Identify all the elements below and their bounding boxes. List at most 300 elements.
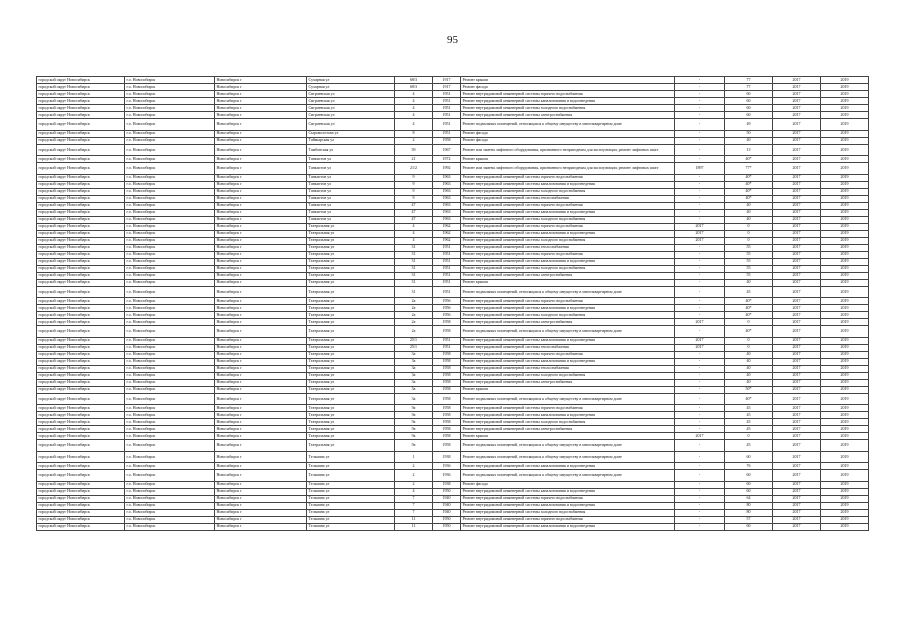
cell-completion: - — [675, 119, 725, 131]
table-row — [37, 509, 869, 516]
cell-street: Тельмана ул — [307, 481, 395, 488]
cell-street: Театральная ул — [307, 440, 395, 452]
cell-start-year: 2017 — [773, 223, 821, 230]
cell-completion: 2017 — [675, 337, 725, 344]
cell-city: Новосибирск г — [215, 188, 307, 195]
cell-district: городской округ Новосибирск — [37, 279, 125, 286]
cell-end-year: 2019 — [821, 298, 869, 305]
cell-district: городской округ Новосибирск — [37, 358, 125, 365]
cell-end-year: 2019 — [821, 326, 869, 338]
cell-street: Тельмана ул — [307, 495, 395, 502]
cell-work: Ремонт внутридомовой инженерной системы канализования и водоотведения — [461, 209, 675, 216]
cell-completion: - — [675, 488, 725, 495]
cell-city: Новосибирск г — [215, 174, 307, 181]
cell-work: Ремонт или замена лифтового оборудования, признанного непригодным для эксплуатации, ремонт лифтовых шахт — [461, 163, 675, 175]
table-row — [37, 251, 869, 258]
cell-city: Новосибирск г — [215, 112, 307, 119]
cell-house: 4 — [395, 112, 433, 119]
cell-municipality: г.о. Новосибирск — [125, 230, 215, 237]
cell-street: Театральная ул — [307, 433, 395, 440]
cell-district: городской округ Новосибирск — [37, 502, 125, 509]
cell-street: Сиграевская ул — [307, 112, 395, 119]
cell-year: 1951 — [433, 265, 461, 272]
cell-city: Новосибирск г — [215, 91, 307, 98]
table-row — [37, 202, 869, 209]
cell-start-year: 2017 — [773, 440, 821, 452]
table-row — [37, 216, 869, 223]
cell-completion: - — [675, 393, 725, 405]
cell-start-year: 2017 — [773, 419, 821, 426]
cell-municipality: г.о. Новосибирск — [125, 365, 215, 372]
cell-end-year: 2019 — [821, 495, 869, 502]
cell-district: городской округ Новосибирск — [37, 156, 125, 163]
cell-start-year: 2017 — [773, 251, 821, 258]
cell-district: городской округ Новосибирск — [37, 105, 125, 112]
cell-municipality: г.о. Новосибирск — [125, 502, 215, 509]
cell-wear: 0 — [725, 237, 773, 244]
cell-year: 1958 — [433, 365, 461, 372]
cell-house: 4 — [395, 91, 433, 98]
cell-year: 1940 — [433, 495, 461, 502]
cell-district: городской округ Новосибирск — [37, 272, 125, 279]
cell-year: 1958 — [433, 412, 461, 419]
cell-house: 68/3 — [395, 77, 433, 84]
cell-municipality: г.о. Новосибирск — [125, 209, 215, 216]
cell-district: городской округ Новосибирск — [37, 265, 125, 272]
cell-municipality: г.о. Новосибирск — [125, 463, 215, 470]
cell-start-year: 2017 — [773, 258, 821, 265]
cell-city: Новосибирск г — [215, 98, 307, 105]
cell-municipality: г.о. Новосибирск — [125, 163, 215, 175]
cell-year: 1951 — [433, 98, 461, 105]
cell-work: Ремонт внутридомовой инженерной системы горячего водоснабжения — [461, 351, 675, 358]
cell-house: 9а — [395, 405, 433, 412]
cell-work: Ремонт внутридомовой инженерной системы теплоснабжения — [461, 244, 675, 251]
cell-work: Ремонт крыши — [461, 156, 675, 163]
cell-district: городской округ Новосибирск — [37, 426, 125, 433]
cell-wear: 50* — [725, 386, 773, 393]
table-row — [37, 84, 869, 91]
cell-city: Новосибирск г — [215, 105, 307, 112]
cell-completion: - — [675, 216, 725, 223]
cell-start-year: 2017 — [773, 272, 821, 279]
cell-end-year: 2019 — [821, 137, 869, 144]
table-row — [37, 412, 869, 419]
table-row — [37, 91, 869, 98]
cell-work: Ремонт внутридомовой инженерной системы горячего водоснабжения — [461, 91, 675, 98]
cell-house: 2а — [395, 319, 433, 326]
cell-municipality: г.о. Новосибирск — [125, 426, 215, 433]
cell-city: Новосибирск г — [215, 251, 307, 258]
cell-work: Ремонт подвальных помещений, относящихся к общему имуществу в многоквартирном доме — [461, 326, 675, 338]
cell-start-year: 2017 — [773, 379, 821, 386]
cell-end-year: 2019 — [821, 386, 869, 393]
cell-completion: - — [675, 516, 725, 523]
cell-municipality: г.о. Новосибирск — [125, 137, 215, 144]
cell-completion: - — [675, 137, 725, 144]
cell-completion: - — [675, 195, 725, 202]
cell-house: 4 — [395, 119, 433, 131]
cell-wear: 55 — [725, 265, 773, 272]
cell-completion: 2017 — [675, 344, 725, 351]
cell-house: 4 — [395, 105, 433, 112]
cell-municipality: г.о. Новосибирск — [125, 130, 215, 137]
cell-municipality: г.о. Новосибирск — [125, 188, 215, 195]
cell-city: Новосибирск г — [215, 495, 307, 502]
cell-start-year: 2017 — [773, 495, 821, 502]
cell-street: Театральная ул — [307, 405, 395, 412]
table-row — [37, 451, 869, 463]
cell-street: Тельмана ул — [307, 488, 395, 495]
cell-street: Театральная ул — [307, 272, 395, 279]
cell-work: Ремонт внутридомовой инженерной системы теплоснабжения — [461, 195, 675, 202]
cell-year: 1956 — [433, 298, 461, 305]
cell-street: Тамбовская ул — [307, 144, 395, 156]
table-row — [37, 463, 869, 470]
table-row — [37, 495, 869, 502]
cell-district: городской округ Новосибирск — [37, 174, 125, 181]
cell-street: Танкистов ул — [307, 195, 395, 202]
cell-start-year: 2017 — [773, 344, 821, 351]
cell-work: Ремонт внутридомовой инженерной системы канализования и водоотведения — [461, 258, 675, 265]
cell-end-year: 2019 — [821, 319, 869, 326]
cell-house: 3а — [395, 365, 433, 372]
cell-wear: 45 — [725, 426, 773, 433]
cell-end-year: 2019 — [821, 393, 869, 405]
cell-wear: 45 — [725, 440, 773, 452]
cell-completion: 2017 — [675, 237, 725, 244]
cell-completion: - — [675, 372, 725, 379]
cell-year: 1958 — [433, 137, 461, 144]
cell-city: Новосибирск г — [215, 209, 307, 216]
cell-street: Театральная ул — [307, 337, 395, 344]
cell-house: 9 — [395, 174, 433, 181]
cell-district: городской округ Новосибирск — [37, 393, 125, 405]
cell-municipality: г.о. Новосибирск — [125, 319, 215, 326]
cell-work: Ремонт внутридомовой инженерной системы электроснабжения — [461, 112, 675, 119]
cell-start-year: 2017 — [773, 319, 821, 326]
cell-city: Новосибирск г — [215, 195, 307, 202]
table-row — [37, 419, 869, 426]
cell-municipality: г.о. Новосибирск — [125, 481, 215, 488]
table-row — [37, 181, 869, 188]
table-row — [37, 470, 869, 482]
cell-work: Ремонт внутридомовой инженерной системы холодного водоснабжения — [461, 216, 675, 223]
cell-city: Новосибирск г — [215, 351, 307, 358]
cell-completion: - — [675, 440, 725, 452]
cell-municipality: г.о. Новосибирск — [125, 451, 215, 463]
cell-work: Ремонт подвальных помещений, относящихся к общему имуществу в многоквартирном доме — [461, 286, 675, 298]
cell-work: Ремонт внутридомовой инженерной системы электроснабжения — [461, 426, 675, 433]
cell-district: городской округ Новосибирск — [37, 516, 125, 523]
cell-house: 47 — [395, 216, 433, 223]
cell-city: Новосибирск г — [215, 386, 307, 393]
cell-year: 1958 — [433, 405, 461, 412]
cell-district: городской округ Новосибирск — [37, 202, 125, 209]
cell-house: 1 — [395, 451, 433, 463]
cell-work: Ремонт подвальных помещений, относящихся к общему имуществу в многоквартирном доме — [461, 393, 675, 405]
cell-wear: 40 — [725, 379, 773, 386]
table-row — [37, 119, 869, 131]
cell-house: 47 — [395, 202, 433, 209]
cell-end-year: 2019 — [821, 265, 869, 272]
cell-wear: 40* — [725, 326, 773, 338]
table-row — [37, 502, 869, 509]
cell-street: Театральная ул — [307, 230, 395, 237]
cell-work: Ремонт внутридомовой инженерной системы электроснабжения — [461, 319, 675, 326]
cell-start-year: 2017 — [773, 463, 821, 470]
cell-year: 1951 — [433, 279, 461, 286]
cell-city: Новосибирск г — [215, 202, 307, 209]
cell-wear: 40 — [725, 351, 773, 358]
cell-district: городской округ Новосибирск — [37, 286, 125, 298]
cell-completion: - — [675, 209, 725, 216]
cell-street: Тельмана ул — [307, 502, 395, 509]
cell-end-year: 2019 — [821, 237, 869, 244]
cell-year: 1951 — [433, 130, 461, 137]
cell-completion: - — [675, 112, 725, 119]
cell-house: 7 — [395, 495, 433, 502]
table-row — [37, 405, 869, 412]
cell-completion: - — [675, 258, 725, 265]
cell-start-year: 2017 — [773, 156, 821, 163]
cell-street: Театральная ул — [307, 237, 395, 244]
cell-end-year: 2019 — [821, 144, 869, 156]
cell-street: Тельмана ул — [307, 463, 395, 470]
cell-municipality: г.о. Новосибирск — [125, 344, 215, 351]
cell-completion: - — [675, 481, 725, 488]
cell-end-year: 2019 — [821, 119, 869, 131]
cell-municipality: г.о. Новосибирск — [125, 237, 215, 244]
cell-street: Танкистов ул — [307, 156, 395, 163]
cell-municipality: г.о. Новосибирск — [125, 244, 215, 251]
table-row — [37, 244, 869, 251]
cell-end-year: 2019 — [821, 470, 869, 482]
cell-year: 1938 — [433, 481, 461, 488]
cell-city: Новосибирск г — [215, 312, 307, 319]
cell-start-year: 2017 — [773, 358, 821, 365]
cell-district: городской округ Новосибирск — [37, 119, 125, 131]
cell-work: Ремонт внутридомовой инженерной системы горячего водоснабжения — [461, 202, 675, 209]
cell-year: 1958 — [433, 358, 461, 365]
cell-street: Театральная ул — [307, 258, 395, 265]
cell-start-year: 2017 — [773, 433, 821, 440]
cell-work: Ремонт внутридомовой инженерной системы канализования и водоотведения — [461, 305, 675, 312]
cell-wear: 40* — [725, 188, 773, 195]
cell-wear: 60 — [725, 523, 773, 530]
cell-year: 1940 — [433, 509, 461, 516]
cell-municipality: г.о. Новосибирск — [125, 195, 215, 202]
cell-end-year: 2019 — [821, 279, 869, 286]
cell-house: 25/1 — [395, 344, 433, 351]
cell-city: Новосибирск г — [215, 365, 307, 372]
cell-wear: 0 — [725, 319, 773, 326]
cell-district: городской округ Новосибирск — [37, 488, 125, 495]
cell-start-year: 2017 — [773, 244, 821, 251]
cell-end-year: 2019 — [821, 523, 869, 530]
cell-street: Театральная ул — [307, 419, 395, 426]
cell-completion: - — [675, 495, 725, 502]
cell-end-year: 2019 — [821, 112, 869, 119]
cell-completion: 1897 — [675, 163, 725, 175]
cell-district: городской округ Новосибирск — [37, 463, 125, 470]
cell-year: 1958 — [433, 419, 461, 426]
cell-street: Театральная ул — [307, 344, 395, 351]
cell-start-year: 2017 — [773, 488, 821, 495]
cell-street: Танкистов ул — [307, 202, 395, 209]
page-number: 95 — [447, 34, 458, 46]
cell-municipality: г.о. Новосибирск — [125, 509, 215, 516]
cell-municipality: г.о. Новосибирск — [125, 91, 215, 98]
cell-municipality: г.о. Новосибирск — [125, 119, 215, 131]
table-row — [37, 174, 869, 181]
cell-wear: 64 — [725, 495, 773, 502]
cell-house: 3а — [395, 372, 433, 379]
cell-year: 1958 — [433, 372, 461, 379]
cell-end-year: 2019 — [821, 188, 869, 195]
cell-start-year: 2017 — [773, 393, 821, 405]
cell-house: 31 — [395, 265, 433, 272]
table-row — [37, 237, 869, 244]
cell-city: Новосибирск г — [215, 470, 307, 482]
table-row — [37, 209, 869, 216]
cell-municipality: г.о. Новосибирск — [125, 419, 215, 426]
table-row — [37, 258, 869, 265]
cell-house: 25/1 — [395, 337, 433, 344]
cell-wear: 0 — [725, 230, 773, 237]
cell-completion: - — [675, 523, 725, 530]
cell-start-year: 2017 — [773, 365, 821, 372]
cell-city: Новосибирск г — [215, 481, 307, 488]
cell-end-year: 2019 — [821, 405, 869, 412]
cell-city: Новосибирск г — [215, 163, 307, 175]
cell-start-year: 2017 — [773, 305, 821, 312]
cell-district: городской округ Новосибирск — [37, 351, 125, 358]
cell-completion: - — [675, 470, 725, 482]
cell-year: 1963 — [433, 174, 461, 181]
cell-wear: 0 — [725, 433, 773, 440]
cell-wear: 40 — [725, 137, 773, 144]
cell-end-year: 2019 — [821, 516, 869, 523]
cell-start-year: 2017 — [773, 119, 821, 131]
cell-work: Ремонт внутридомовой инженерной системы горячего водоснабжения — [461, 495, 675, 502]
cell-work: Ремонт внутридомовой инженерной системы канализования и водоотведения — [461, 337, 675, 344]
cell-year: 1958 — [433, 379, 461, 386]
cell-end-year: 2019 — [821, 84, 869, 91]
cell-city: Новосибирск г — [215, 265, 307, 272]
cell-district: городской округ Новосибирск — [37, 84, 125, 91]
cell-house: 31 — [395, 279, 433, 286]
cell-city: Новосибирск г — [215, 181, 307, 188]
cell-completion: 2017 — [675, 433, 725, 440]
cell-completion: - — [675, 202, 725, 209]
cell-municipality: г.о. Новосибирск — [125, 98, 215, 105]
cell-wear: 77* — [725, 163, 773, 175]
cell-work: Ремонт крыши — [461, 279, 675, 286]
cell-house: 9а — [395, 426, 433, 433]
cell-year: 1951 — [433, 286, 461, 298]
cell-city: Новосибирск г — [215, 319, 307, 326]
cell-street: Тельмана ул — [307, 516, 395, 523]
cell-year: 1951 — [433, 244, 461, 251]
cell-street: Сыромолотова ул — [307, 130, 395, 137]
cell-municipality: г.о. Новосибирск — [125, 305, 215, 312]
cell-year: 1958 — [433, 326, 461, 338]
cell-house: 3а — [395, 386, 433, 393]
cell-end-year: 2019 — [821, 181, 869, 188]
cell-start-year: 2017 — [773, 481, 821, 488]
cell-end-year: 2019 — [821, 481, 869, 488]
cell-house: 11 — [395, 516, 433, 523]
cell-municipality: г.о. Новосибирск — [125, 156, 215, 163]
cell-city: Новосибирск г — [215, 488, 307, 495]
cell-district: городской округ Новосибирск — [37, 372, 125, 379]
cell-district: городской округ Новосибирск — [37, 181, 125, 188]
cell-completion: - — [675, 174, 725, 181]
cell-wear: 80 — [725, 509, 773, 516]
cell-street: Театральная ул — [307, 358, 395, 365]
cell-year: 1958 — [433, 393, 461, 405]
cell-completion: - — [675, 91, 725, 98]
cell-street: Танкистов ул — [307, 216, 395, 223]
cell-district: городской округ Новосибирск — [37, 509, 125, 516]
cell-wear: 45 — [725, 419, 773, 426]
cell-street: Тельмана ул — [307, 523, 395, 530]
cell-completion: - — [675, 105, 725, 112]
cell-district: городской округ Новосибирск — [37, 433, 125, 440]
table-row — [37, 305, 869, 312]
cell-wear: 60 — [725, 481, 773, 488]
cell-wear: 40 — [725, 202, 773, 209]
cell-municipality: г.о. Новосибирск — [125, 470, 215, 482]
cell-house: 2а — [395, 312, 433, 319]
table-row — [37, 156, 869, 163]
cell-start-year: 2017 — [773, 174, 821, 181]
cell-municipality: г.о. Новосибирск — [125, 202, 215, 209]
cell-end-year: 2019 — [821, 163, 869, 175]
cell-house: 31 — [395, 244, 433, 251]
cell-house: 47 — [395, 209, 433, 216]
cell-street: Сиграевская ул — [307, 105, 395, 112]
cell-work: Ремонт внутридомовой инженерной системы холодного водоснабжения — [461, 237, 675, 244]
cell-street: Театральная ул — [307, 305, 395, 312]
cell-municipality: г.о. Новосибирск — [125, 265, 215, 272]
cell-completion: - — [675, 502, 725, 509]
table-row — [37, 319, 869, 326]
table-row — [37, 144, 869, 156]
cell-start-year: 2017 — [773, 326, 821, 338]
cell-wear: 55 — [725, 258, 773, 265]
cell-city: Новосибирск г — [215, 137, 307, 144]
cell-work: Ремонт внутридомовой инженерной системы холодного водоснабжения — [461, 509, 675, 516]
cell-end-year: 2019 — [821, 305, 869, 312]
cell-start-year: 2017 — [773, 351, 821, 358]
cell-completion: - — [675, 265, 725, 272]
cell-city: Новосибирск г — [215, 502, 307, 509]
cell-work: Ремонт внутридомовой инженерной системы холодного водоснабжения — [461, 419, 675, 426]
cell-city: Новосибирск г — [215, 258, 307, 265]
cell-street: Театральная ул — [307, 251, 395, 258]
cell-wear: 40 — [725, 279, 773, 286]
cell-house: 11 — [395, 523, 433, 530]
cell-work: Ремонт внутридомовой инженерной системы горячего водоснабжения — [461, 223, 675, 230]
cell-start-year: 2017 — [773, 523, 821, 530]
cell-municipality: г.о. Новосибирск — [125, 216, 215, 223]
cell-work: Ремонт внутридомовой инженерной системы канализования и водоотведения — [461, 181, 675, 188]
cell-district: городской округ Новосибирск — [37, 237, 125, 244]
cell-district: городской округ Новосибирск — [37, 188, 125, 195]
cell-district: городской округ Новосибирск — [37, 440, 125, 452]
